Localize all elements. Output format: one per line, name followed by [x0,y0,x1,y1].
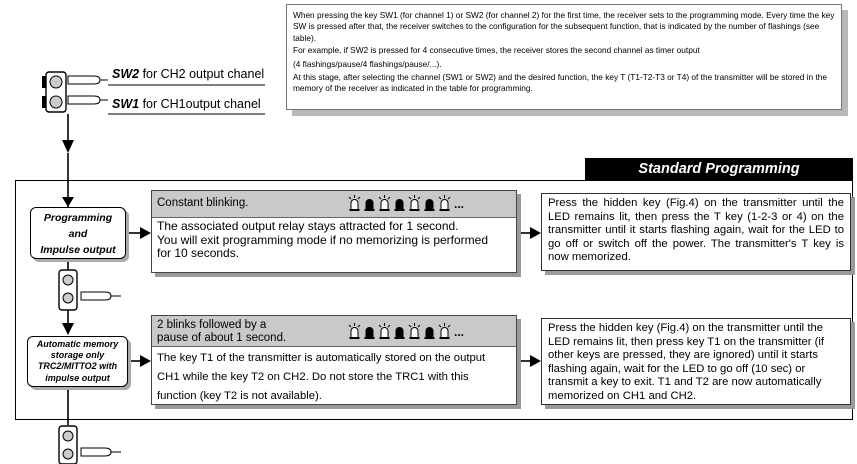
led-off-icon [393,195,406,211]
mode-line: storage only [50,350,105,361]
sw1-text: for CH1output chanel [139,97,261,111]
led-on-icon [438,195,451,211]
body-line: You will exit programming mode if no memorizing is performed [157,232,489,247]
receiver-keys-icon [55,424,125,464]
body-line: function (key T2 is not available). [157,390,322,402]
standard-programming-banner: Standard Programming [585,158,853,180]
body-line: for 10 seconds. [157,246,240,260]
action-line: memorized on CH1 and CH2. [548,389,697,402]
action-instructions [541,318,851,405]
mode-programming-impulse [30,207,126,259]
action-line: transmit a key to exit. T1 and T2 are now automatically [548,376,822,388]
note-paragraph: For example, if SW2 is pressed for 4 consecutive times, the receiver stores the second channel as timer output [293,45,700,56]
header-line: 2 blinks followed by a [157,319,267,331]
note-paragraph: When pressing the key SW1 (for channel 1) or SW2 (for channel 2) for the first time, the receiver sets to the programming mode. Every time the key SW is pressed after that, the receiver switches to the configuration for the subsequent function, that is indicated by the number of flashings (see table). [293,10,835,43]
led-off-icon [423,323,436,339]
body-line: The key T1 of the transmitter is automatically stored on the output [157,352,486,364]
blink-description-box [151,190,517,273]
led-blink-sequence [348,195,464,211]
header-line: pause of about 1 second. [157,331,287,344]
led-off-icon [363,323,376,339]
sw2-text: for CH2 output chanel [139,67,265,81]
blink-description-box [151,315,517,405]
instructions-note [286,4,842,110]
action-line: other keys are pressed, they are ignored) until it starts [548,349,819,361]
action-line: LED remains lit, then press key T1 on the transmitter (if [548,335,825,348]
mode-line: Impulse output [40,244,116,256]
led-on-icon [438,323,451,339]
sw2-label [112,67,264,81]
led-on-icon [378,195,391,211]
blink-pattern-label: Constant blinking. [157,197,249,209]
action-instructions: Press the hidden key (Fig.4) on the transmitter until the LED remains lit, then press the T key (1-2-3 or 4) on the transmitter until it starts flashing again, wait for the LED to go off or switch off the power. The transmitter's T key is now memorized. [541,193,851,271]
note-paragraph: At this stage, after selecting the channel (SW1 or SW2) and the desired function, the key T (T1-T2-T3 or T4) of the transmitter will be stored in the memory of the receiver as indicated in the table for programming. [293,72,828,94]
blink-header [152,316,516,347]
led-off-icon [393,323,406,339]
continuation-dots: ... [454,325,465,339]
sw1-key: SW1 [112,97,140,111]
led-off-icon [363,195,376,211]
blink-body [152,218,516,263]
continuation-dots: ... [454,197,465,211]
action-line: Press the hidden key (Fig.4) on the transmitter until the [548,322,824,334]
sw2-key: SW2 [112,67,140,81]
led-off-icon [423,195,436,211]
mode-line: Programming [43,212,113,224]
blink-body [152,347,516,408]
sw1-label [112,97,261,111]
mode-line: TRC2/MITTO2 with [37,361,118,372]
led-on-icon [348,323,361,339]
body-line: The associated output relay stays attracted for 1 second. [157,219,459,233]
mode-line: Automatic memory [36,339,119,349]
blink-pattern-label [157,319,286,344]
led-on-icon [378,323,391,339]
led-on-icon [348,195,361,211]
mode-line: and [68,228,88,240]
body-line: CH1 while the key T2 on CH2. Do not store the TRC1 with this [157,371,469,383]
blink-header [152,191,516,218]
note-paragraph: (4 flashings/pause/4 flashings/pause/...). [293,58,442,69]
action-line: flashing again, wait for the LED to go off (10 sec) or [548,362,806,375]
led-on-icon [408,323,421,339]
mode-automatic-memory [27,336,128,387]
receiver-keys-icon [40,66,110,118]
mode-line: impulse output [45,372,110,383]
led-on-icon [408,195,421,211]
led-blink-sequence [348,323,464,339]
